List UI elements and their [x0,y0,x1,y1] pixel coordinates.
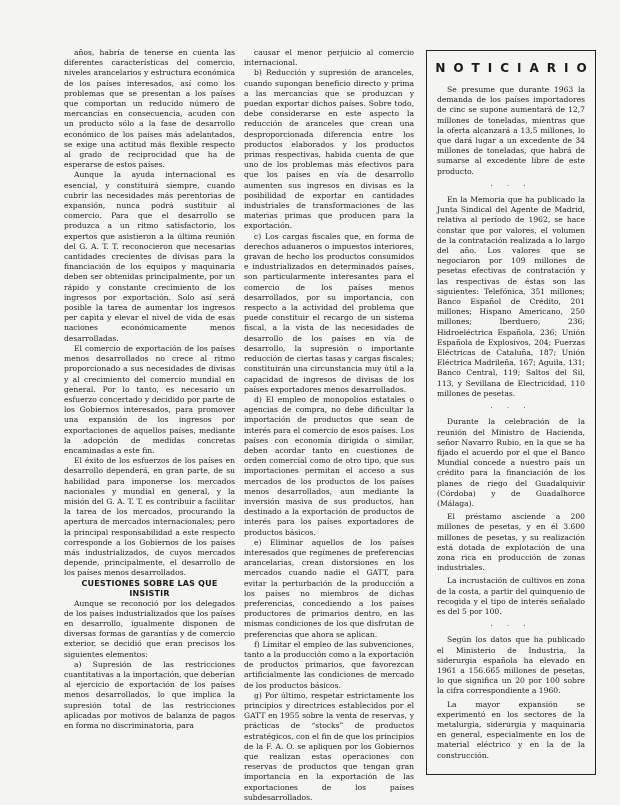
article-column-2 [244,48,414,802]
separator-dots: · · · [490,181,532,190]
noticiario-box [426,50,596,775]
news-item: En la Memoria que ha publicado la Junta Sindical del Agente de Madrid, relativa al período de 1962, se hace constar que por valores, el volumen de la contratación realizada a lo largo del año. Los valores que se negociaron por 109 millones de pesetas efectivas de contratación y las respectivas de éstas son las siguientes: Telefónica, 351 millones; Banco Español de Crédito, 201 millones; Hispano Americano, 250 millones; Iberduero, 236; Hidroeléctrica Española, 236; Unión Española de Explosivos, 204; Fuerzas Eléctricas de Cataluña, 187; Unión Eléctrica Madrileña, 167; Aguila, 131; Banco Central, 119; Saltos del Sil, 113, y Sevillana de Electricidad, 110 millones de pesetas. [437,195,585,398]
article-paragraph: Aunque se reconoció por los delegados de los países industrializados que los países en desarrollo, igualmente disponen de diversas formas de garantías y de comercio exterior, se decidió que eran precisos los siguientes elementos: [64,598,235,659]
separator-dots: · · · [490,622,532,631]
section-heading: CUESTIONES SOBRE LAS QUE INSISTIR [81,578,218,598]
article-paragraph: a) Supresión de las restricciones cuantitativas a la importación, que deberían al ejercicio de exportación de los países menos desarrollados, lo que implica la supresión total de las restricciones aplicadas por motivos de balanza de pagos en forma no discriminatoria, para [64,659,235,730]
article-paragraph: El éxito de los esfuerzos de los países en desarrollo dependerá, en gran parte, de su habilidad para imponerse los mercados nacionales y mundial en general, y la misión del G. A. T. T. es contribuir a facilitar la tarea de los mercados, procurando la apertura de mercados internacionales; pero la principal responsabilidad a este respecto corresponde a los Gobiernos de los países más industrializados, de cuyos mercados depende, principalmente, el desarrollo de los países menos desarrollados. [64,456,235,578]
article-paragraph: g) Por último, respetar estrictamente los principios y directrices establecidos por el GATT en 1955 sobre la venta de reservas, y prácticas de “stocks” de productos estratégicos, con el fin de que los principios de la F. A. O. se apliquen por los Gobiernos que realizan estas operaciones con reservas de productos que tengan gran importancia en la exportación de las exportaciones de los países subdesarrollados. [244,690,414,802]
news-item: Se presume que durante 1963 la demanda de los países importadores de cinc se supone aumentará de 12,7 millones de toneladas, mientras que la oferta alcanzará a 13,5 millones, lo que dará lugar a un excedente de 34 millones de toneladas, que habrá de sumarse al excedente libre de este producto. [437,85,585,176]
article-paragraph: causar el menor perjuicio al comercio internacional. [244,48,414,68]
article-paragraph: años, habría de tenerse en cuenta las diferentes características del comercio, niveles arancelarios y estructura económica de los países interesados, así como los problemas que se presentan a los países que comportan un reducido número de mercancías en consecuencia, acuden con un producto sólo a la fase de desarrollo económico de los países más adelantados, se exige una actitud más flexible respecto al grado de reciprocidad que ha de esperarse de estos países. [64,48,235,170]
article-column-1 [64,48,235,788]
article-paragraph: c) Los cargas fiscales que, en forma de derechos aduaneros o impuestos interiores, gravan de hecho los productos consumidos e industrializados en determinados países, son particularmente interesantes para el comercio de los países menos desarrollados, por su importancia, con respecto a la actividad del problema que puede constituir el recargo de un sistema fiscal, a la vista de las necesidades de desarrollo de los países en vía de desarrollo, la supresión o importante reducción de ciertas tasas y cargas fiscales; constituirán una circunstancia muy útil a la capacidad de ingresos de divisas de los países exportadores menos desarrollados. [244,231,414,394]
article-paragraph: f) Limitar el empleo de las subvenciones, tanto a la producción como a la exportación de productos primarios, que favorezcan artificialmente las condiciones de mercado de los productos básicos. [244,639,414,690]
news-item: La incrustación de cultivos en zona de la costa, a partir del quinquenio de recogida y el tipo de interés señalado es del 5 por 100. [437,576,585,616]
article-paragraph: e) Eliminar aquellos de los países interesados que regímenes de preferencias arancelarias, crean distorsiones en los mercados cuando nadie el GATT, para evitar la perturbación de la producción a los países no miembros de dichas preferencias, concediendo a los países productores de primarios dentro, en las mismas condiciones de los que disfrutan de preferencias que ahora se aplican. [244,537,414,639]
noticiario-title: NOTICIARIO [435,61,595,75]
article-paragraph: b) Reducción y supresión de aranceles, cuando supongan beneficio directo y prima a las mercancías que se produzcan y puedan exportar dichos países. Sobre todo, debe considerarse en este aspecto la reducción de aranceles que crean una desproporcionada diferencia entre los productos elaborados y los productos primas respectivas, habida cuenta de que uno de los problemas más efectivos para que los países en vía de desarrollo aumenten sus ingresos en divisas es la posibilidad de exportar en cantidades industriales de transformaciones de las materias primas que producen para la exportación. [244,68,414,231]
news-item: Durante la celebración de la reunión del Ministro de Hacienda, señor Navarro Rubio, en la que se ha fijado el acuerdo por el que el Banco Mundial concede a nuestro país un crédito para la financiación de los planes de riego del Guadalquivir (Córdoba) y de Guadalhorce (Málaga). [437,417,585,508]
news-item: Según los datos que ha publicado el Ministerio de Industria, la siderurgia española ha elevado en 1961 a 156.665 millones de pesetas, lo que significa un 20 por 100 sobre la cifra correspondiente a 1960. [437,635,585,696]
article-paragraph: d) El empleo de monopolios estatales o agencias de compra, no debe dificultar la importación de productos que sean de interés para el comercio de esos países. Los países con economía dirigida o similar, deben acordar tanto en cuestiones de orden comercial como de otro tipo, que sus importaciones permitan el acceso a sus mercados de los productos de los países menos desarrollados, aun mediante la inversión masiva de sus productos, han destinado a la exportación de productos de interés para los países exportadores de productos básicos. [244,394,414,537]
separator-dots: · · · [490,404,532,413]
news-item: La mayor expansión se experimentó en los sectores de la metalurgia, siderurgia y maquinaria en general, especialmente en los de material eléctrico y en la de la construcción. [437,699,585,760]
noticiario-body [427,85,595,761]
article-paragraph: Aunque la ayuda internacional es esencial, y constituirá siempre, cuando cubrir las necesidades más perentorias de expansión, nunca podrá sustituir al comercio. Para que el desarrollo se produzca a un ritmo satisfactorio, los expertos que asistieron a la última reunión del G. A. T. T. reconocieron que necesarias cantidades crecientes de divisas para la financiación de los equipos y maquinaria deben ser obtenidas principalmente, por un rápido y constante crecimiento de los ingresos por exportación. Solo así será posible la tarea de aumentar los ingresos per capita y elevar el nivel de vida de esas naciones económicamente menos desarrolladas. [64,170,235,343]
news-item: El préstamo asciende a 200 millones de pesetas, y en él 3.600 millones de pesetas, y su realización está dotada de explotación de una zona rica en producción de zonas industriales. [437,512,585,573]
article-paragraph: El comercio de exportación de los países menos desarrollados no crece al ritmo proporcionado a sus necesidades de divisas y al crecimiento del comercio mundial en general. Por lo tanto, es necesario un esfuerzo concertado y decidido por parte de los Gobiernos interesados, para promover una expansión de los ingresos por exportaciones de aquellos países, mediante la adopción de medidas concretas encaminadas a este fin. [64,343,235,455]
